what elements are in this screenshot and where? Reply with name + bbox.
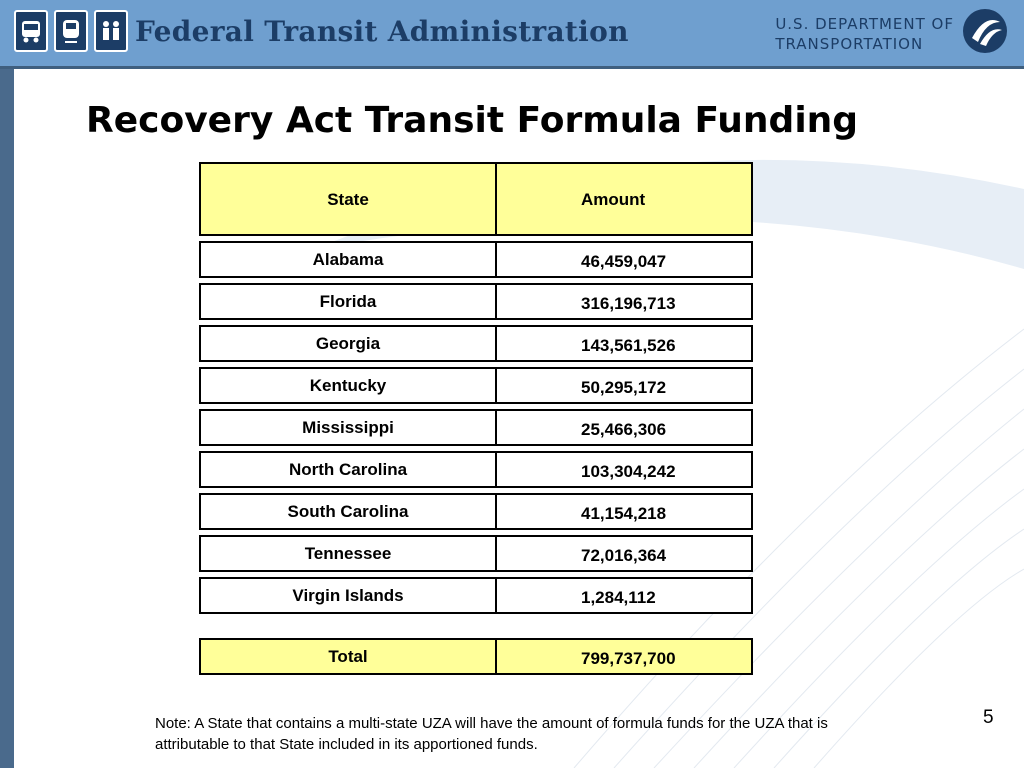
table-row (199, 409, 753, 446)
table-row (199, 283, 753, 320)
dot-seal-icon (962, 8, 1008, 54)
state-cell: Kentucky (201, 369, 497, 402)
header-state: State (201, 164, 497, 234)
table-header-row (199, 162, 753, 236)
amount-cell: 1,284,112 (581, 588, 656, 607)
footnote: Note: A State that contains a multi-state UZA will have the amount of formula funds for the UZA that is attributable to that State included in its apportioned funds. (155, 715, 828, 753)
header-banner (0, 0, 1024, 69)
people-icon (94, 10, 128, 52)
amount-cell: 316,196,713 (581, 294, 676, 313)
bus-icon (14, 10, 48, 52)
table-total-row (199, 638, 753, 675)
table-row (199, 493, 753, 530)
total-label: Total (201, 640, 497, 673)
amount-cell: 25,466,306 (581, 420, 667, 439)
amount-cell: 46,459,047 (581, 252, 667, 271)
left-accent-bar (0, 69, 14, 768)
train-icon (54, 10, 88, 52)
amount-cell: 72,016,364 (581, 546, 667, 565)
state-cell: Georgia (201, 327, 497, 360)
state-cell: South Carolina (201, 495, 497, 528)
slide-title: Recovery Act Transit Formula Funding (86, 100, 859, 141)
department-name (775, 14, 954, 54)
page-number: 5 (983, 707, 994, 728)
table-row (199, 535, 753, 572)
transit-logo (14, 10, 128, 52)
state-cell: North Carolina (201, 453, 497, 486)
table-row (199, 241, 753, 278)
amount-cell: 143,561,526 (581, 336, 676, 355)
amount-cell: 41,154,218 (581, 504, 667, 523)
table-row (199, 367, 753, 404)
header-amount: Amount (581, 190, 646, 209)
department-line-1: U.S. DEPARTMENT OF (775, 15, 954, 33)
agency-name: Federal Transit Administration (135, 15, 629, 48)
table-row (199, 325, 753, 362)
total-amount: 799,737,700 (581, 649, 676, 668)
amount-cell: 50,295,172 (581, 378, 667, 397)
table-row (199, 577, 753, 614)
state-cell: Virgin Islands (201, 579, 497, 612)
department-line-2: TRANSPORTATION (775, 35, 924, 53)
state-cell: Mississippi (201, 411, 497, 444)
state-cell: Alabama (201, 243, 497, 276)
table-row (199, 451, 753, 488)
state-cell: Tennessee (201, 537, 497, 570)
amount-cell: 103,304,242 (581, 462, 676, 481)
state-cell: Florida (201, 285, 497, 318)
